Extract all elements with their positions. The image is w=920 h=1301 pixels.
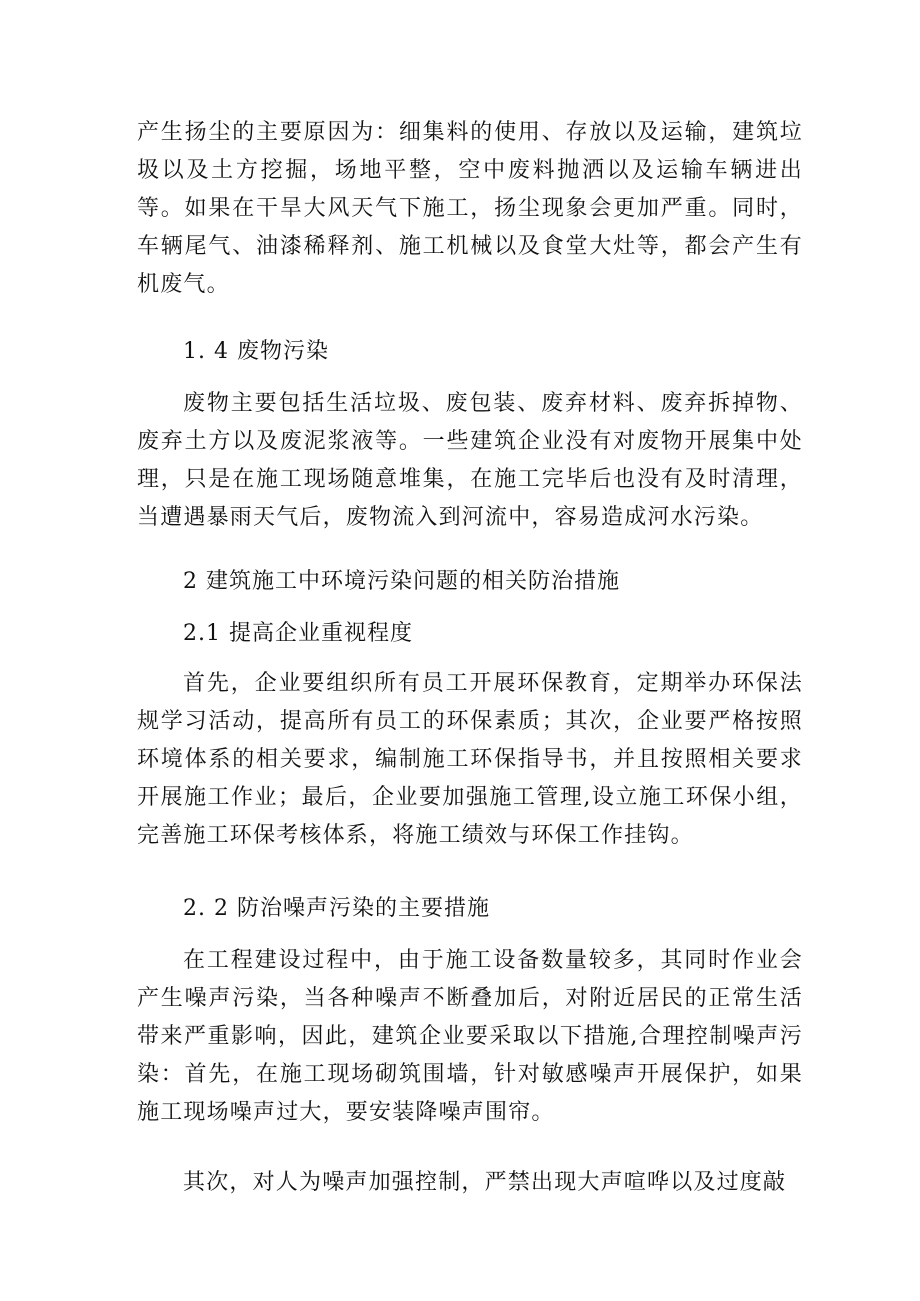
heading-1-4-waste-pollution: 1. 4 废物污染 [183, 339, 329, 364]
paragraph-dust-causes: 产生扬尘的主要原因为：细集料的使用、存放以及运输，建筑垃圾以及土方挖掘，场地平整，空中废料抛洒以及运输车辆进出等。如果在干旱大风天气下施工，扬尘现象会更加严重。同时，车辆尾气、油漆稀释剂、施工机械以及食堂大灶等，都会产生有机废气。 [137, 120, 803, 297]
heading-2-2-noise-measures: 2. 2 防治噪声污染的主要措施 [183, 896, 490, 921]
paragraph-waste: 废物主要包括生活垃圾、废包装、废弃材料、废弃拆掉物、废弃土方以及废泥浆液等。一些建筑企业没有对废物开展集中处理，只是在施工现场随意堆集，在施工完毕后也没有及时清理，当遭遇暴雨天气后，废物流入到河流中，容易造成河水污染。 [137, 391, 803, 530]
paragraph-noise-control: 在工程建设过程中，由于施工设备数量较多，其同时作业会产生噪声污染，当各种噪声不断叠加后，对附近居民的正常生活带来严重影响，因此，建筑企业要采取以下措施,合理控制噪声污染：首先，在施工现场砌筑围墙，针对敏感噪声开展保护，如果施工现场噪声过大，要安装降噪声围帘。 [137, 948, 803, 1125]
heading-2-1-enterprise-attention: 2.1 提高企业重视程度 [183, 621, 413, 646]
heading-2-prevention-measures: 2 建筑施工中环境污染问题的相关防治措施 [183, 569, 620, 594]
paragraph-noise-continued: 其次，对人为噪声加强控制，严禁出现大声喧哗以及过度敲 [183, 1170, 787, 1195]
paragraph-enterprise-measures: 首先，企业要组织所有员工开展环保教育，定期举办环保法规学习活动，提高所有员工的环保素质；其次，企业要严格按照环境体系的相关要求，编制施工环保指导书，并且按照相关要求开展施工作业；最后，企业要加强施工管理,设立施工环保小组，完善施工环保考核体系，将施工绩效与环保工作挂钩。 [137, 671, 803, 848]
